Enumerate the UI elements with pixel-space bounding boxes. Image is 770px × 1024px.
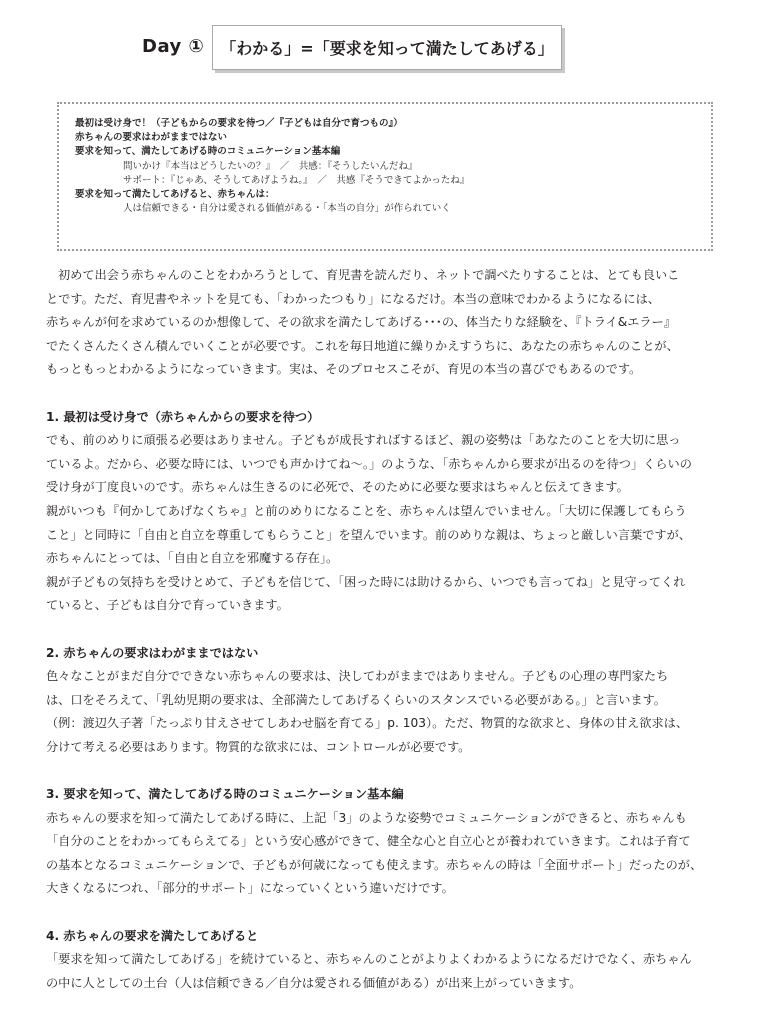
section-heading: 1. 最初は受け身で（赤ちゃんからの要求を待つ） <box>46 409 320 424</box>
text-line: 親が子どもの気持ちを受けとめて、子どもを信じて、「困った時には助けるから、いつでも言ってね」と見守ってくれ <box>46 574 686 589</box>
text-line: 色々なことがまだ自分でできない赤ちゃんの要求は、決してわがままではありません。子どもの心理の専門家たち <box>46 669 669 684</box>
summary-box <box>57 102 713 251</box>
summary-line: 要求を知って、満たしてあげる時のコミュニケーション基本編 <box>75 146 341 158</box>
text-line: 受け身が丁度良いのです。赤ちゃんは生きるのに必死で、そのために必要な要求はちゃんと伝えてきます。 <box>46 480 629 495</box>
summary-line: 問いかけ『本当はどうしたいの？』 ／ 共感：『そうしたいんだね』 <box>123 160 418 172</box>
text-line: もっともっとわかるようになっていきます。実は、そのプロセスこそが、育児の本当の喜びでもあるのです。 <box>46 362 642 377</box>
text-line: ていると、子どもは自分で育っていきます。 <box>46 598 289 613</box>
text-line: でたくさんたくさん積んでいくことが必要です。これを毎日地道に繰りかえすうちに、あなたの赤ちゃんのことが、 <box>46 338 679 353</box>
text-line: 親がいつも『何かしてあげなくちゃ』と前のめりになることを、赤ちゃんは望んでいません。「大切に保護してもらう <box>46 503 687 518</box>
page-header <box>0 0 770 90</box>
page-title: 「わかる」=「要求を知って満たしてあげる」 <box>220 39 554 58</box>
day-label: Day ① <box>142 36 205 57</box>
text-line: 赤ちゃんの要求を知って満たしてあげる時に、上記「3」のような姿勢でコミュニケーションができると、赤ちゃんも <box>46 810 687 825</box>
text-line: でも、前のめりに頑張る必要はありません。子どもが成長すればするほど、親の姿勢は「あなたのことを大切に思っ <box>46 433 681 448</box>
text-line: 赤ちゃんにとっては、「自由と自立を邪魔する存在」。 <box>46 551 339 566</box>
section-heading: 2. 赤ちゃんの要求はわがままではない <box>46 645 259 660</box>
text-line: の基本となるコミュニケーションで、子どもが何歳になっても使えます。赤ちゃんの時は「全面サポート」だったのが、 <box>46 857 703 872</box>
summary-line: 赤ちゃんの要求はわがままではない <box>75 132 228 144</box>
section-heading: 4. 赤ちゃんの要求を満たしてあげると <box>46 928 259 943</box>
text-line: 「自分のことをわかってもらえてる」という安心感ができて、健全な心と自立心とが養われていきます。これは子育て <box>46 834 691 849</box>
text-line: （例：渡辺久子著「たっぷり甘えさせてしあわせ脳を育てる」p. 103）。ただ、物質的な欲求と、身体の甘え欲求は、 <box>46 716 689 731</box>
section-heading: 3. 要求を知って、満たしてあげる時のコミュニケーション基本編 <box>46 787 404 802</box>
summary-line: サポート：『じゃあ、そうしてあげようね。』 ／ 共感『そうできてよかったね』 <box>123 174 470 186</box>
text-line: ているよ。だから、必要な時には、いつでも声かけてね〜。」のような、「赤ちゃんから要求が出るのを待つ」くらいの <box>46 456 692 471</box>
section-1 <box>46 406 736 618</box>
text-line: は、口をそろえて、「乳幼児期の要求は、全部満たしてあげるくらいのスタンスでいる必要がある。」と言います。 <box>46 692 666 707</box>
text-line: 「要求を知って満たしてあげる」を続けていると、赤ちゃんのことがよりよくわかるようになるだけでなく、赤ちゃん <box>46 952 692 967</box>
section-3 <box>46 783 736 901</box>
summary-line: 要求を知って満たしてあげると、赤ちゃんは： <box>75 189 275 201</box>
text-line: こと」と同時に「自由と自立を尊重してもらうこと」を望んでいます。前のめりな親は、ちょっと厳しい言葉ですが、 <box>46 527 691 542</box>
text-line: 分けて考える必要はあります。物質的な欲求には、コントロールが必要です。 <box>46 739 471 754</box>
summary-line: 人は信頼できる・自分は愛される価値がある・「本当の自分」が作られていく <box>123 203 451 215</box>
article-body <box>46 264 736 995</box>
summary-line: 最初は受け身で！（子どもからの要求を待つ／『子どもは自分で育つもの』） <box>75 118 403 129</box>
text-line: の中に人としての土台（人は信頼できる／自分は愛される価値がある）が出来上がっていきます。 <box>46 975 582 990</box>
text-line: とです。ただ、育児書やネットを見ても、「わかったつもり」になるだけ。本当の意味でわかるようになるには、 <box>46 291 660 306</box>
text-line: 赤ちゃんが何を求めているのか想像して、その欲求を満たしてあげる･･･の、体当たりな経験を、『トライ&エラー』 <box>46 315 676 330</box>
text-line: 初めて出会う赤ちゃんのことをわかろうとして、育児書を読んだり、ネットで調べたりすることは、とても良いこ <box>58 268 680 282</box>
text-line: 大きくなるにつれ、「部分的サポート」になっていくという違いだけです。 <box>46 881 454 896</box>
section-2 <box>46 642 736 760</box>
intro-paragraph <box>46 264 736 382</box>
section-4 <box>46 925 736 996</box>
title-box <box>212 25 562 70</box>
